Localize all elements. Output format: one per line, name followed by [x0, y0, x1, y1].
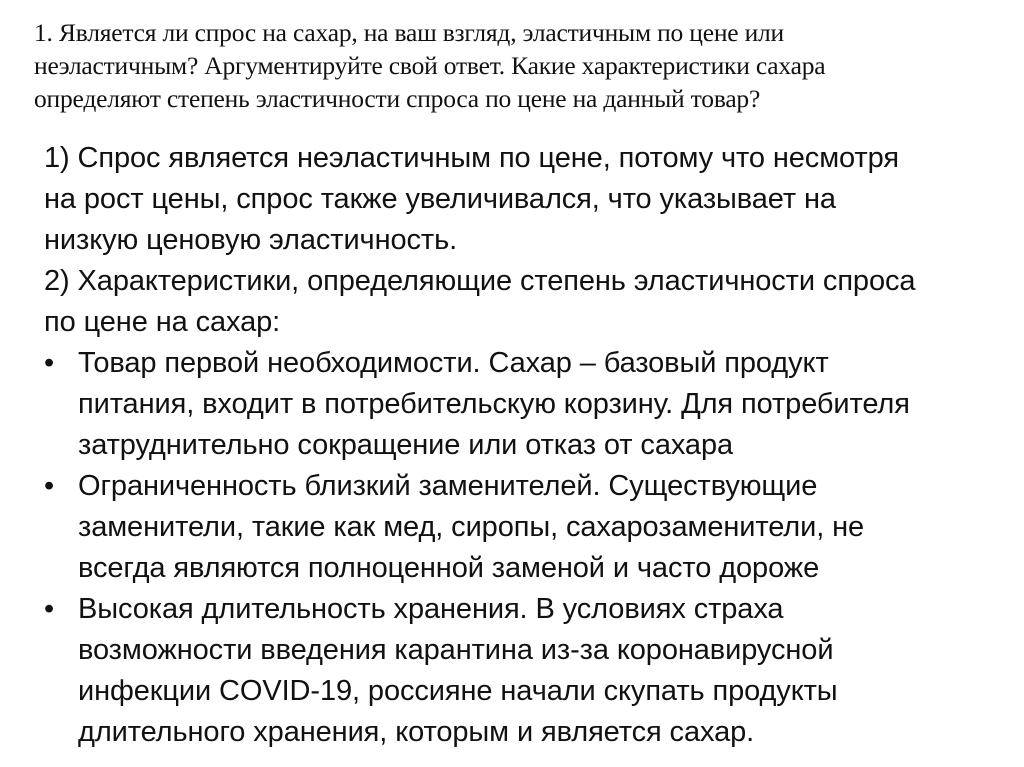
list-item [44, 589, 1004, 753]
answer-line: на рост цены, спрос также увеличивался, что указывает на [44, 183, 836, 215]
list-item-line: затруднительно сокращение или отказ от сахара [78, 429, 734, 461]
answer-point-2 [44, 261, 1004, 343]
list-item-line: Высокая длительность хранения. В условиях страха [78, 593, 784, 625]
bullet-icon: • [44, 593, 55, 625]
question-line: определяют степень эластичности спроса по цене на данный товар? [34, 84, 761, 113]
question-line: 1. Является ли спрос на сахар, на ваш взгляд, эластичным по цене или [34, 18, 784, 47]
answer-line: низкую ценовую эластичность. [44, 224, 458, 256]
answer-line: 1) Спрос является неэластичным по цене, потому что несмотря [44, 142, 899, 174]
list-item [44, 343, 1004, 466]
question-heading [34, 16, 994, 115]
list-item-line: инфекции COVID-19, россияне начали скупать продукты [78, 675, 838, 707]
list-item-line: заменители, такие как мед, сиропы, сахарозаменители, не [78, 511, 865, 543]
list-item-line: всегда являются полноценной заменой и часто дороже [78, 552, 820, 584]
bullet-icon: • [44, 347, 55, 379]
answer-body [44, 138, 1004, 753]
list-item-line: возможности введения карантина из-за коронавирусной [78, 634, 834, 666]
answer-line: по цене на сахар: [44, 306, 281, 338]
list-item-line: питания, входит в потребительскую корзину. Для потребителя [78, 388, 910, 420]
list-item [44, 466, 1004, 589]
answer-line: 2) Характеристики, определяющие степень эластичности спроса [44, 265, 916, 297]
list-item-line: Ограниченность близкий заменителей. Существующие [78, 470, 818, 502]
question-line: неэластичным? Аргументируйте свой ответ. Какие характеристики сахара [34, 51, 826, 80]
list-item-line: длительного хранения, которым и является сахар. [78, 716, 755, 748]
list-item-line: Товар первой необходимости. Сахар – базовый продукт [78, 347, 829, 379]
answer-point-1 [44, 138, 1004, 261]
bullet-icon: • [44, 470, 55, 502]
characteristics-list [44, 343, 1004, 753]
